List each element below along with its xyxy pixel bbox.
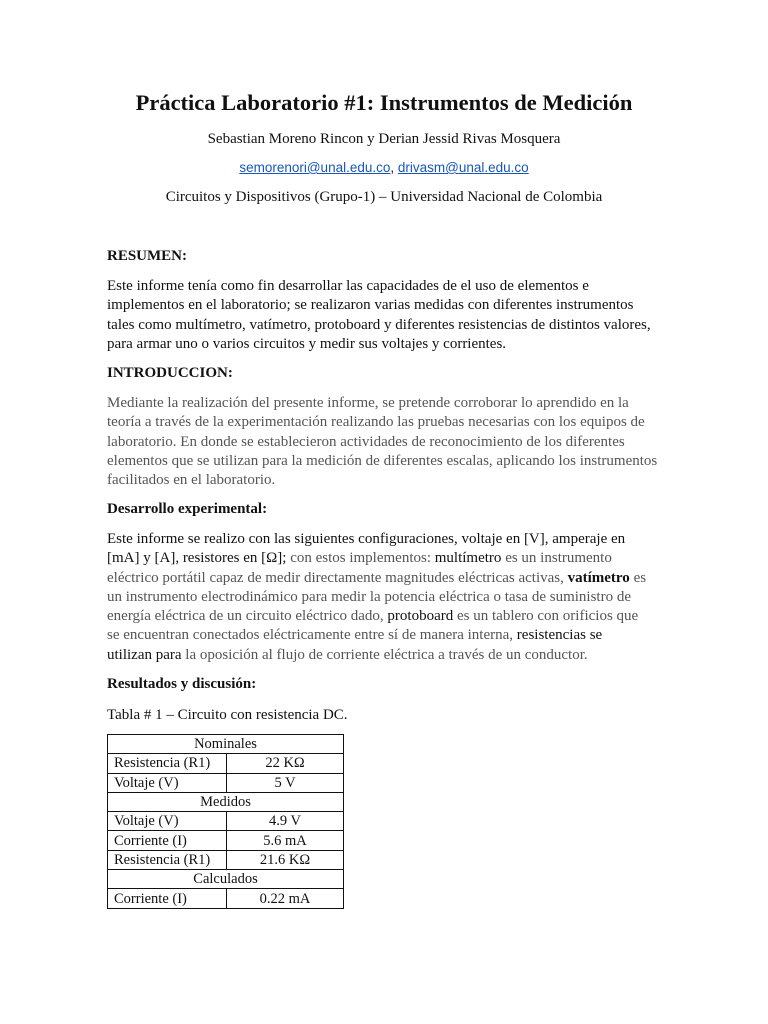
row-label: Voltaje (V) bbox=[108, 773, 227, 792]
table-row bbox=[108, 812, 344, 831]
emails-line bbox=[0, 160, 768, 175]
table-section-row bbox=[108, 870, 344, 889]
desarrollo-heading: Desarrollo experimental: bbox=[107, 501, 268, 517]
row-label: Corriente (I) bbox=[108, 889, 227, 908]
term-vatimetro: vatímetro bbox=[567, 569, 630, 586]
row-label: Resistencia (R1) bbox=[108, 754, 227, 773]
table-row bbox=[108, 850, 344, 869]
authors-line: Sebastian Moreno Rincon y Derian Jessid Rivas Mosquera bbox=[207, 131, 561, 147]
introduccion-line: Mediante la realización del presente informe, se pretende corroborar lo aprendido en la bbox=[107, 395, 629, 411]
desarrollo-text: [mA] y [A], resistores en [Ω]; bbox=[107, 550, 291, 567]
table-row bbox=[108, 831, 344, 850]
section-calculados: Calculados bbox=[108, 870, 344, 889]
desarrollo-text: es un instrumento bbox=[501, 550, 612, 567]
row-label: Resistencia (R1) bbox=[108, 850, 227, 869]
table-caption: Tabla # 1 – Circuito con resistencia DC. bbox=[107, 707, 348, 723]
introduccion-heading: INTRODUCCION: bbox=[107, 365, 233, 381]
desarrollo-text: eléctrico portátil capaz de medir directamente magnitudes eléctricas activas, bbox=[107, 569, 568, 586]
row-label: Corriente (I) bbox=[108, 831, 227, 850]
results-table bbox=[107, 734, 344, 909]
desarrollo-line: Este informe se realizo con las siguientes configuraciones, voltaje en [V], amperaje en bbox=[107, 531, 626, 547]
course-line: Circuitos y Dispositivos (Grupo-1) – Universidad Nacional de Colombia bbox=[165, 189, 603, 205]
section-nominales: Nominales bbox=[108, 735, 344, 754]
introduccion-line: elementos que se utilizan para la medición de diferentes escalas, aplicando los instrumentos bbox=[107, 452, 658, 469]
resumen-line: tales como multímetro, vatímetro, protoboard y diferentes resistencias de distintos valores, bbox=[107, 316, 651, 333]
introduccion-line: laboratorio. En donde se establecieron actividades de reconocimiento de los diferentes bbox=[107, 433, 625, 450]
desarrollo-text: es un tablero con orificios que bbox=[453, 608, 639, 625]
resumen-line: para armar uno o varios circuitos y medir sus voltajes y corrientes. bbox=[107, 335, 507, 352]
row-value: 4.9 V bbox=[227, 812, 344, 831]
resultados-heading: Resultados y discusión: bbox=[107, 676, 257, 692]
email-separator: , bbox=[390, 160, 398, 175]
desarrollo-text: es bbox=[629, 569, 647, 586]
document-title: Práctica Laboratorio #1: Instrumentos de Medición bbox=[135, 90, 633, 115]
term-multimetro: multímetro bbox=[434, 550, 502, 567]
row-value: 22 KΩ bbox=[227, 754, 344, 773]
introduccion-line: facilitados en el laboratorio. bbox=[107, 472, 276, 489]
desarrollo-line bbox=[107, 569, 667, 588]
resumen-line: implementos en el laboratorio; se realizaron varias medidas con diferentes instrumentos bbox=[107, 297, 634, 314]
desarrollo-text: con estos implementos: bbox=[290, 550, 435, 567]
section-medidos: Medidos bbox=[108, 792, 344, 811]
table-row bbox=[108, 889, 344, 908]
desarrollo-line bbox=[107, 607, 667, 626]
resumen-line: Este informe tenía como fin desarrollar las capacidades de el uso de elementos e bbox=[107, 278, 589, 294]
desarrollo-line: un instrumento electrodinámico para medir la potencia eléctrica o tasa de suministro de bbox=[107, 588, 631, 605]
desarrollo-text: la oposición al flujo de corriente eléctrica a través de un conductor. bbox=[181, 646, 588, 663]
row-value: 5 V bbox=[227, 773, 344, 792]
desarrollo-text: energía eléctrica de un circuito eléctrico dado, bbox=[107, 608, 388, 625]
resumen-heading: RESUMEN: bbox=[107, 248, 188, 264]
desarrollo-line bbox=[107, 549, 667, 568]
row-value: 21.6 KΩ bbox=[227, 850, 344, 869]
desarrollo-text: utilizan para bbox=[107, 646, 182, 663]
resumen-paragraph bbox=[107, 277, 667, 354]
desarrollo-text: se encuentran conectados eléctricamente entre sí de manera interna, bbox=[107, 627, 517, 644]
desarrollo-line bbox=[107, 646, 667, 665]
email-link-1[interactable]: semorenori@unal.edu.co bbox=[239, 160, 391, 175]
introduccion-line: teoría a través de la experimentación realizando las pruebas necesarias con los equipos de bbox=[107, 414, 645, 431]
table-section-row bbox=[108, 735, 344, 754]
table-section-row bbox=[108, 792, 344, 811]
email-link-2[interactable]: drivasm@unal.edu.co bbox=[397, 160, 529, 175]
term-resistencias: resistencias se bbox=[516, 627, 603, 644]
desarrollo-paragraph bbox=[107, 530, 667, 665]
desarrollo-line bbox=[107, 626, 667, 645]
table-row bbox=[108, 773, 344, 792]
term-protoboard: protoboard bbox=[387, 608, 454, 625]
table-row bbox=[108, 754, 344, 773]
row-value: 5.6 mA bbox=[227, 831, 344, 850]
row-value: 0.22 mA bbox=[227, 889, 344, 908]
row-label: Voltaje (V) bbox=[108, 812, 227, 831]
introduccion-paragraph bbox=[107, 394, 667, 490]
